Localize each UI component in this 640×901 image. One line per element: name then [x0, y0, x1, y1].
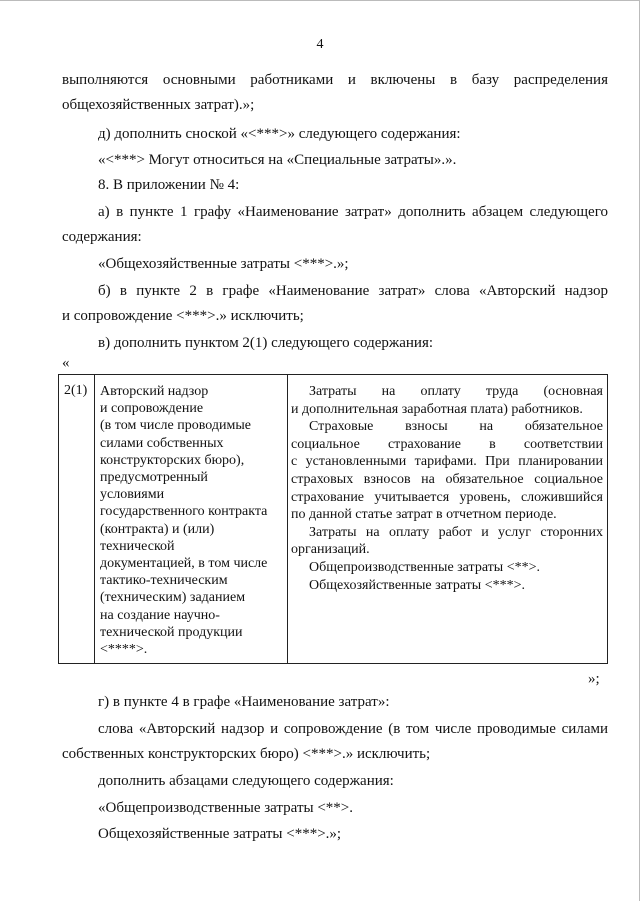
- paragraph-words-line: собственных конструкторских бюро) <***>.» исключить;: [62, 746, 431, 762]
- cost-name-line: (в том числе проводимые: [100, 418, 251, 434]
- cost-name-line: (контракта) и (или): [100, 521, 215, 537]
- paragraph-v: в) дополнить пунктом 2(1) следующего содержания:: [98, 335, 434, 351]
- general-costs-text: «Общехозяйственные затраты <***>.»;: [98, 256, 349, 272]
- paragraph-g: г) в пункте 4 в графе «Наименование затрат»:: [98, 694, 390, 710]
- cost-name-line: (техническим) заданием: [100, 590, 246, 606]
- open-quote: «: [62, 355, 70, 371]
- paragraph-b-line: и сопровождение <***>.» исключить;: [62, 308, 304, 324]
- general-costs-text-2: Общехозяйственные затраты <***>.»;: [98, 826, 342, 842]
- cost-name-line: условиями: [100, 487, 165, 503]
- cost-name-line: на создание научно-: [100, 607, 220, 623]
- cost-name-line: конструкторских бюро),: [100, 452, 245, 468]
- description-line: социальное страхование в соответствии: [291, 436, 603, 452]
- description-line: и дополнительная заработная плата) работников.: [291, 401, 583, 417]
- cost-name-line: документацией, в том числе: [100, 556, 268, 572]
- description-line: организаций.: [291, 542, 370, 558]
- paragraph-b-line: б) в пункте 2 в графе «Наименование затрат» слова «Авторский надзор: [98, 283, 608, 299]
- description-line: Страховые взносы на обязательное: [309, 419, 603, 435]
- cost-name-line: <****>.: [100, 642, 148, 658]
- description-line: Общепроизводственные затраты <**>.: [309, 559, 540, 575]
- table-cell-cost-name: [100, 383, 290, 658]
- description-line: страхование учитывается уровень, сложившийся: [291, 489, 603, 505]
- cost-name-line: тактико-техническим: [100, 573, 228, 589]
- description-line: страховых взносов на обязательное социальное: [291, 471, 603, 487]
- costs-table: [58, 374, 608, 664]
- production-costs-text: «Общепроизводственные затраты <**>.: [98, 800, 353, 816]
- close-quote: »;: [588, 671, 600, 687]
- table-cell-description: [291, 383, 603, 594]
- paragraph-line: выполняются основными работниками и включены в базу распределения: [62, 72, 608, 88]
- paragraph-words-line: слова «Авторский надзор и сопровождение (в том числе проводимые силами: [98, 721, 608, 737]
- description-line: по данной статье затрат в отчетном периоде.: [291, 507, 557, 523]
- cost-name-line: государственного контракта: [100, 504, 268, 520]
- paragraph-d: д) дополнить сноской «<***>» следующего содержания:: [98, 126, 461, 142]
- cost-name-line: силами собственных: [100, 435, 224, 451]
- paragraph-add: дополнить абзацами следующего содержания:: [98, 773, 394, 789]
- description-line: Затраты на оплату работ и услуг сторонних: [309, 524, 603, 540]
- page-number: 4: [316, 37, 324, 52]
- cost-name-line: предусмотренный: [100, 470, 208, 486]
- footnote-text: «<***> Могут относиться на «Специальные затраты».».: [98, 152, 457, 168]
- cost-name-line: технической продукции: [100, 624, 243, 640]
- description-line: с установленными тарифами. При планировании: [291, 454, 603, 470]
- item-8-heading: 8. В приложении № 4:: [98, 177, 240, 193]
- cost-name-line: технической: [100, 538, 175, 554]
- paragraph-a-line: содержания:: [62, 229, 142, 245]
- paragraph-a-line: а) в пункте 1 графу «Наименование затрат» дополнить абзацем следующего: [98, 204, 608, 220]
- cost-name-line: Авторский надзор: [100, 384, 209, 399]
- description-line: Общехозяйственные затраты <***>.: [309, 577, 525, 593]
- table-cell-number: 2(1): [64, 383, 88, 398]
- cost-name-line: и сопровождение: [100, 401, 204, 417]
- table-divider: [94, 375, 95, 663]
- description-line: Затраты на оплату труда (основная: [309, 384, 603, 399]
- paragraph-line: общехозяйственных затрат).»;: [62, 97, 255, 113]
